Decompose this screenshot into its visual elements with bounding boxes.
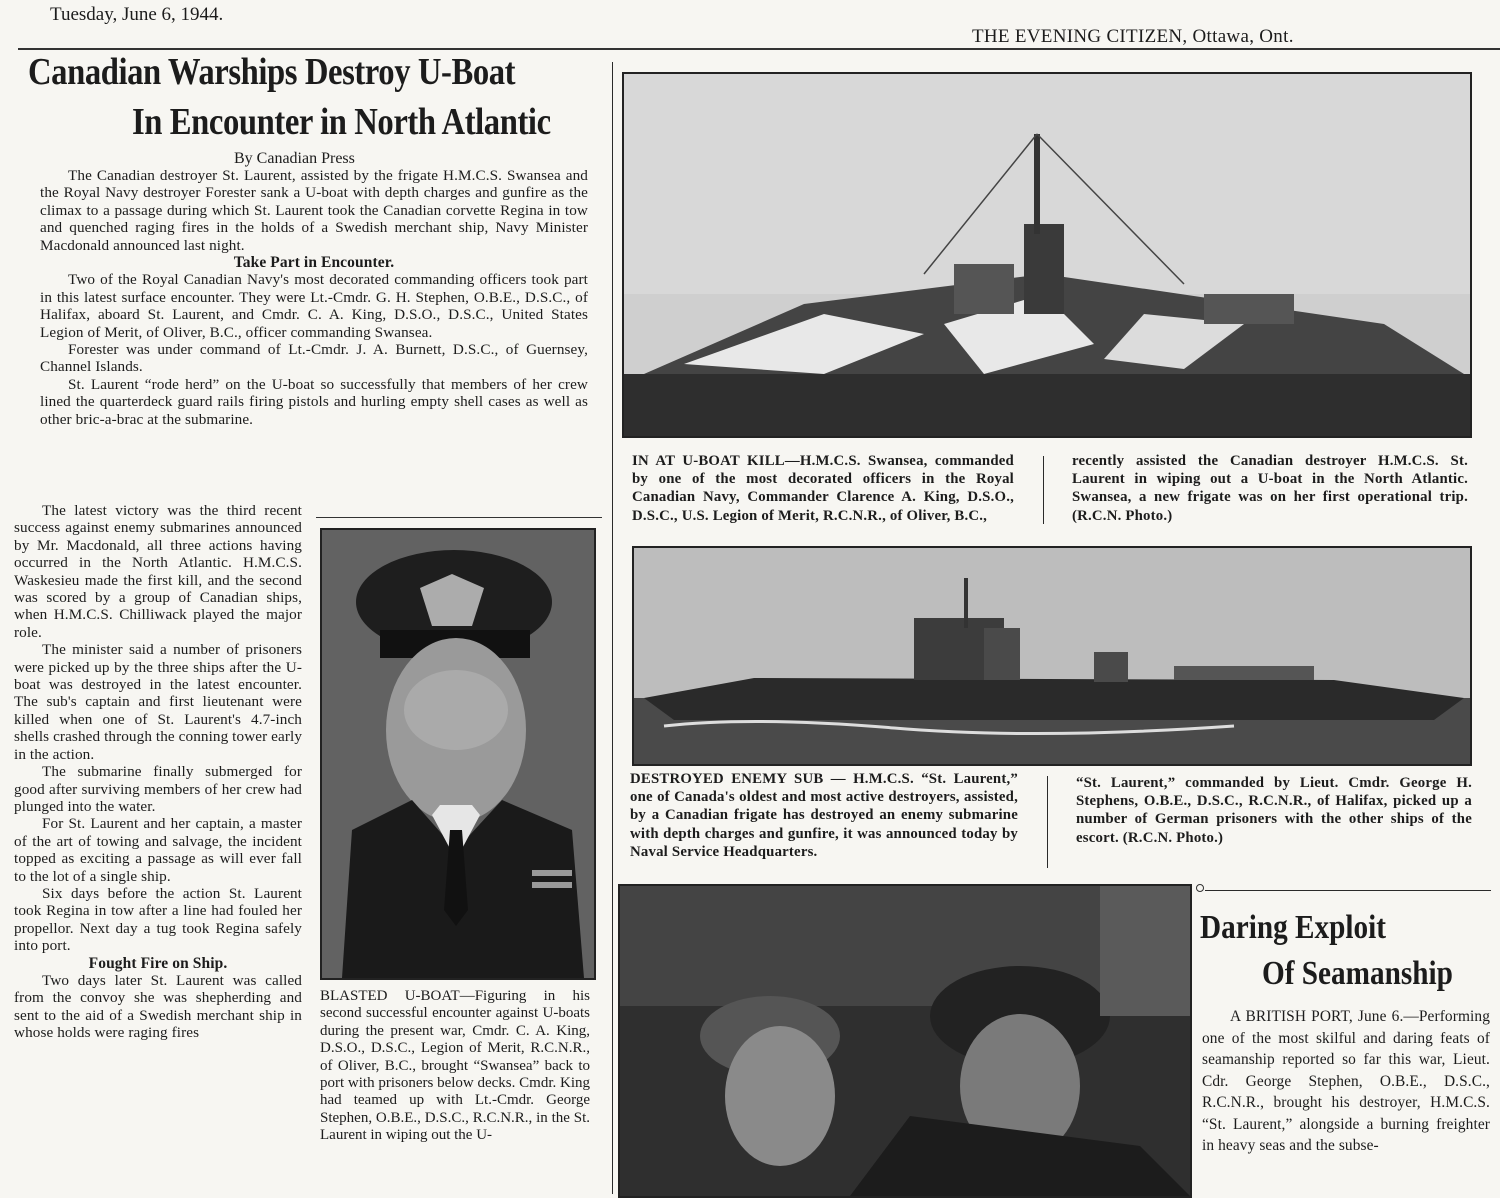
daring-body bbox=[1202, 1006, 1490, 1157]
column-paragraph-1: The latest victory was the third recent success against enemy submarines announced by Mr. Macdonald, all three actions having occurred in the North Atlantic. H.M.C.S. Waskesieu made the first kill, and the second was scored by a group of Canadian ships, when H.M.C.S. Chilliwack played the major role. bbox=[14, 502, 302, 641]
dateline: Tuesday, June 6, 1944. bbox=[50, 4, 224, 25]
caption-divider-1 bbox=[1043, 456, 1044, 524]
daring-headline-1: Daring Exploit bbox=[1200, 909, 1387, 946]
column-paragraph-4: For St. Laurent and her captain, a master of the art of towing and salvage, the incident topped as exciting a passage as will ever fall to the lot of a single ship. bbox=[14, 815, 302, 885]
headline-line-2: In Encounter in North Atlantic bbox=[132, 101, 551, 143]
crew-photo bbox=[618, 884, 1192, 1198]
lead-paragraph-1: The Canadian destroyer St. Laurent, assisted by the frigate H.M.C.S. Swansea and the Royal Navy destroyer Forester sank a U-boat with depth charges and gunfire as the climax to a passage during which St. Laurent took the Canadian corvette Regina in tow and quenched raging fires in the holds of a Swedish merchant ship, Navy Minister Macdonald announced last night. bbox=[40, 167, 588, 254]
column-paragraph-2: The minister said a number of prisoners were picked up by the three ships after the U-boat was destroyed in the latest encounter. The sub's captain and first lieutenant were killed when one of St. Laurent's 4.7-inch shells crashed through the conning tower early in the action. bbox=[14, 641, 303, 763]
daring-paragraph: A BRITISH PORT, June 6.—Performing one of the most skilful and daring feats of seamanship reported so far this war, Lieut. Cdr. George Stephen, O.B.E., D.S.C., R.C.N.R., brought his destroyer, H.M.C.S. “St. Laurent,” alongside a burning freighter in heavy seas and the subse- bbox=[1202, 1008, 1490, 1154]
swansea-photo bbox=[622, 72, 1472, 438]
column-paragraph-3: The submarine finally submerged for good after surviving members of her crew had plunged into the water. bbox=[14, 763, 302, 815]
column-divider bbox=[612, 62, 613, 1194]
newspaper-name: THE EVENING CITIZEN, Ottawa, Ont. bbox=[972, 26, 1294, 47]
lead-rule bbox=[316, 517, 602, 518]
byline: By Canadian Press bbox=[234, 150, 355, 167]
swansea-caption-left: IN AT U-BOAT KILL—H.M.C.S. Swansea, commanded by one of the most decorated officers in the Royal Canadian Navy, Commander Clarence A. King, D.S.O., D.S.C., U.S. Legion of Merit, R.C.N.R., of Oliver, B.C., bbox=[632, 453, 1014, 524]
portrait-caption bbox=[320, 988, 590, 1145]
lead-paragraph-4: St. Laurent “rode herd” on the U-boat so successfully that members of her crew lined the quarterdeck guard rails firing pistols and hurling empty shell cases as well as other bric-a-brac at the submarine. bbox=[40, 375, 588, 428]
column-paragraph-6: Two days later St. Laurent was called from the convoy she was shepherding and sent to the aid of a Swedish merchant ship in whose holds were raging fires bbox=[14, 971, 302, 1042]
headline-line-1: Canadian Warships Destroy U-Boat bbox=[28, 51, 516, 93]
st-laurent-caption-right: “St. Laurent,” commanded by Lieut. Cmdr. George H. Stephens, O.B.E., D.S.C., R.C.N.R., of Halifax, picked up a number of German prisoners with the other ships of the escort. (R.C.N. Photo.) bbox=[1076, 775, 1472, 846]
column-paragraph-5: Six days before the action St. Laurent took Regina in tow after a line had fouled her propellor. Next day a tug took Regina safely into port. bbox=[14, 884, 302, 955]
lead-paragraph-2: Two of the Royal Canadian Navy's most decorated commanding officers took part in this latest surface encounter. They were Lt.-Cmdr. G. H. Stephen, O.B.E., D.S.C., of Halifax, aboard St. Laurent, and Cmdr. C. A. King, D.S.O., D.S.C., United States Legion of Merit, of Oliver, B.C., officer commanding Swansea. bbox=[40, 271, 588, 341]
daring-top-rule bbox=[1205, 890, 1491, 891]
story-marker bbox=[1196, 884, 1204, 892]
caption-divider-2 bbox=[1047, 776, 1048, 868]
subhead-fought-fire: Fought Fire on Ship. bbox=[88, 954, 228, 972]
st-laurent-photo bbox=[632, 546, 1472, 766]
left-column-text bbox=[14, 502, 302, 1042]
portrait-caption-text: BLASTED U-BOAT—Figuring in his second successful encounter against U-boats during the present war, Cmdr. C. A. King, D.S.O., D.S.C., Legion of Merit, R.C.N.R., of Oliver, B.C., brought “Swansea” back to port with prisoners below decks. Cmdr. King had teamed up with Lt.-Cmdr. George Stephen, O.B.E., D.S.C., R.C.N.R., in the St. Laurent in wiping out the U- bbox=[320, 988, 590, 1144]
st-laurent-caption-left: DESTROYED ENEMY SUB — H.M.C.S. “St. Laurent,” one of Canada's oldest and most active destroyers, assisted, by a Canadian frigate has destroyed an enemy submarine with depth charges and gunfire, it was announced today by Naval Service Headquarters. bbox=[630, 771, 1018, 860]
portrait-photo bbox=[320, 528, 596, 980]
swansea-caption-right: recently assisted the Canadian destroyer H.M.C.S. St. Laurent in wiping out a U-boat in the North Atlantic. Swansea, a new frigate was on her first operational trip. (R.C.N. Photo.) bbox=[1072, 453, 1468, 524]
lead-paragraph-3: Forester was under command of Lt.-Cmdr. J. A. Burnett, D.S.C., of Guernsey, Channel Islands. bbox=[40, 341, 588, 376]
daring-headline-2: Of Seamanship bbox=[1262, 955, 1453, 992]
lead-text bbox=[40, 167, 588, 428]
subhead-take-part: Take Part in Encounter. bbox=[233, 254, 395, 272]
